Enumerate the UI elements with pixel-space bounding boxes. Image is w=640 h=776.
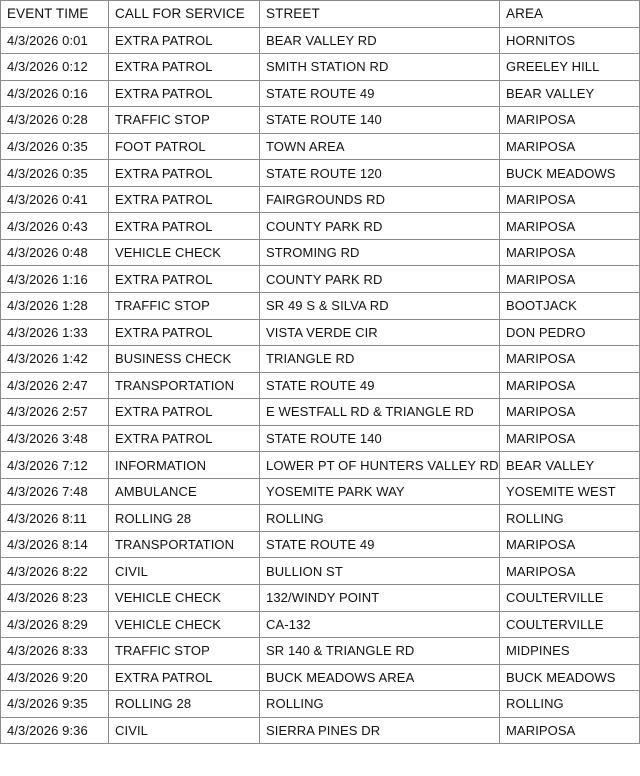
cell-event-time: 4/3/2026 0:41 [1, 186, 109, 213]
cell-event-time: 4/3/2026 2:57 [1, 399, 109, 426]
cell-event-time: 4/3/2026 0:16 [1, 80, 109, 107]
cell-event-time: 4/3/2026 0:35 [1, 160, 109, 187]
cell-event-time: 4/3/2026 8:11 [1, 505, 109, 532]
cell-event-time: 4/3/2026 0:12 [1, 54, 109, 81]
cell-area: BOOTJACK [500, 293, 640, 320]
cell-event-time: 4/3/2026 9:36 [1, 717, 109, 744]
table-row [1, 691, 640, 718]
cell-call-for-service: CIVIL [109, 558, 260, 585]
cell-event-time: 4/3/2026 0:35 [1, 133, 109, 160]
cell-event-time: 4/3/2026 3:48 [1, 425, 109, 452]
cell-area: COULTERVILLE [500, 585, 640, 612]
cell-area: MARIPOSA [500, 213, 640, 240]
cell-street: STATE ROUTE 140 [260, 107, 500, 134]
cell-street: YOSEMITE PARK WAY [260, 478, 500, 505]
cell-event-time: 4/3/2026 8:22 [1, 558, 109, 585]
cell-street: SMITH STATION RD [260, 54, 500, 81]
cell-call-for-service: EXTRA PATROL [109, 54, 260, 81]
cell-call-for-service: TRANSPORTATION [109, 531, 260, 558]
table-row [1, 478, 640, 505]
cell-area: MARIPOSA [500, 372, 640, 399]
cell-area: GREELEY HILL [500, 54, 640, 81]
cell-street: BULLION ST [260, 558, 500, 585]
table-body [1, 27, 640, 744]
cell-event-time: 4/3/2026 7:48 [1, 478, 109, 505]
cell-area: BEAR VALLEY [500, 452, 640, 479]
cell-street: STATE ROUTE 140 [260, 425, 500, 452]
cell-event-time: 4/3/2026 0:48 [1, 239, 109, 266]
cell-call-for-service: EXTRA PATROL [109, 186, 260, 213]
cell-area: MARIPOSA [500, 107, 640, 134]
table-row [1, 80, 640, 107]
cell-call-for-service: TRAFFIC STOP [109, 107, 260, 134]
table-row [1, 107, 640, 134]
cell-street: CA-132 [260, 611, 500, 638]
cell-street: SIERRA PINES DR [260, 717, 500, 744]
cell-area: COULTERVILLE [500, 611, 640, 638]
cell-area: DON PEDRO [500, 319, 640, 346]
header-event-time: EVENT TIME [1, 1, 109, 28]
cell-street: COUNTY PARK RD [260, 213, 500, 240]
cell-event-time: 4/3/2026 9:35 [1, 691, 109, 718]
cell-event-time: 4/3/2026 2:47 [1, 372, 109, 399]
cell-call-for-service: TRAFFIC STOP [109, 638, 260, 665]
table-row [1, 27, 640, 54]
table-row [1, 611, 640, 638]
cell-call-for-service: EXTRA PATROL [109, 399, 260, 426]
cell-area: MARIPOSA [500, 531, 640, 558]
cell-area: MARIPOSA [500, 239, 640, 266]
cell-call-for-service: VEHICLE CHECK [109, 239, 260, 266]
cell-call-for-service: ROLLING 28 [109, 505, 260, 532]
table-row [1, 425, 640, 452]
cell-area: MARIPOSA [500, 717, 640, 744]
cell-street: 132/WINDY POINT [260, 585, 500, 612]
cell-call-for-service: EXTRA PATROL [109, 80, 260, 107]
cell-area: MARIPOSA [500, 133, 640, 160]
cell-call-for-service: EXTRA PATROL [109, 266, 260, 293]
cell-area: MARIPOSA [500, 399, 640, 426]
cell-area: MARIPOSA [500, 558, 640, 585]
cell-street: SR 49 S & SILVA RD [260, 293, 500, 320]
table-row [1, 372, 640, 399]
table-row [1, 638, 640, 665]
cell-call-for-service: TRAFFIC STOP [109, 293, 260, 320]
header-area: AREA [500, 1, 640, 28]
cell-street: BEAR VALLEY RD [260, 27, 500, 54]
cell-event-time: 4/3/2026 8:29 [1, 611, 109, 638]
table-row [1, 558, 640, 585]
cell-call-for-service: CIVIL [109, 717, 260, 744]
cell-event-time: 4/3/2026 7:12 [1, 452, 109, 479]
cell-street: SR 140 & TRIANGLE RD [260, 638, 500, 665]
cell-area: YOSEMITE WEST [500, 478, 640, 505]
cell-call-for-service: EXTRA PATROL [109, 425, 260, 452]
cell-area: MARIPOSA [500, 186, 640, 213]
cell-event-time: 4/3/2026 0:28 [1, 107, 109, 134]
cell-call-for-service: INFORMATION [109, 452, 260, 479]
cell-street: STATE ROUTE 49 [260, 372, 500, 399]
cell-event-time: 4/3/2026 9:20 [1, 664, 109, 691]
cell-street: E WESTFALL RD & TRIANGLE RD [260, 399, 500, 426]
table-row [1, 664, 640, 691]
cell-street: TOWN AREA [260, 133, 500, 160]
cell-area: MARIPOSA [500, 425, 640, 452]
table-row [1, 717, 640, 744]
cell-area: MARIPOSA [500, 346, 640, 373]
table-row [1, 186, 640, 213]
table-row [1, 346, 640, 373]
cell-area: ROLLING [500, 505, 640, 532]
cell-area: BUCK MEADOWS [500, 160, 640, 187]
cell-area: ROLLING [500, 691, 640, 718]
cell-event-time: 4/3/2026 1:42 [1, 346, 109, 373]
header-row [1, 1, 640, 28]
cell-call-for-service: VEHICLE CHECK [109, 611, 260, 638]
table-row [1, 239, 640, 266]
cell-event-time: 4/3/2026 1:28 [1, 293, 109, 320]
cell-area: MIDPINES [500, 638, 640, 665]
cell-call-for-service: EXTRA PATROL [109, 213, 260, 240]
cell-area: BUCK MEADOWS [500, 664, 640, 691]
cell-call-for-service: BUSINESS CHECK [109, 346, 260, 373]
table-row [1, 133, 640, 160]
cell-event-time: 4/3/2026 8:33 [1, 638, 109, 665]
cell-street: TRIANGLE RD [260, 346, 500, 373]
cell-call-for-service: ROLLING 28 [109, 691, 260, 718]
cell-area: MARIPOSA [500, 266, 640, 293]
cell-street: STROMING RD [260, 239, 500, 266]
cell-event-time: 4/3/2026 1:33 [1, 319, 109, 346]
cell-street: LOWER PT OF HUNTERS VALLEY RD [260, 452, 500, 479]
cell-call-for-service: EXTRA PATROL [109, 319, 260, 346]
cell-area: BEAR VALLEY [500, 80, 640, 107]
cell-event-time: 4/3/2026 8:14 [1, 531, 109, 558]
cell-call-for-service: FOOT PATROL [109, 133, 260, 160]
cell-call-for-service: EXTRA PATROL [109, 664, 260, 691]
cell-street: COUNTY PARK RD [260, 266, 500, 293]
table-row [1, 531, 640, 558]
cell-call-for-service: AMBULANCE [109, 478, 260, 505]
table-row [1, 319, 640, 346]
table-row [1, 505, 640, 532]
cell-street: VISTA VERDE CIR [260, 319, 500, 346]
header-call-for-service: CALL FOR SERVICE [109, 1, 260, 28]
cell-call-for-service: EXTRA PATROL [109, 27, 260, 54]
table-row [1, 266, 640, 293]
table-row [1, 452, 640, 479]
cell-call-for-service: TRANSPORTATION [109, 372, 260, 399]
table-row [1, 213, 640, 240]
table-row [1, 54, 640, 81]
cell-street: ROLLING [260, 691, 500, 718]
cell-street: STATE ROUTE 120 [260, 160, 500, 187]
cell-event-time: 4/3/2026 0:43 [1, 213, 109, 240]
header-street: STREET [260, 1, 500, 28]
cell-street: FAIRGROUNDS RD [260, 186, 500, 213]
cell-event-time: 4/3/2026 1:16 [1, 266, 109, 293]
table-row [1, 585, 640, 612]
table-row [1, 160, 640, 187]
cell-street: STATE ROUTE 49 [260, 80, 500, 107]
cell-street: BUCK MEADOWS AREA [260, 664, 500, 691]
cell-area: HORNITOS [500, 27, 640, 54]
cell-call-for-service: VEHICLE CHECK [109, 585, 260, 612]
cell-street: STATE ROUTE 49 [260, 531, 500, 558]
cell-street: ROLLING [260, 505, 500, 532]
cell-call-for-service: EXTRA PATROL [109, 160, 260, 187]
cell-event-time: 4/3/2026 0:01 [1, 27, 109, 54]
cell-event-time: 4/3/2026 8:23 [1, 585, 109, 612]
table-row [1, 399, 640, 426]
table-row [1, 293, 640, 320]
